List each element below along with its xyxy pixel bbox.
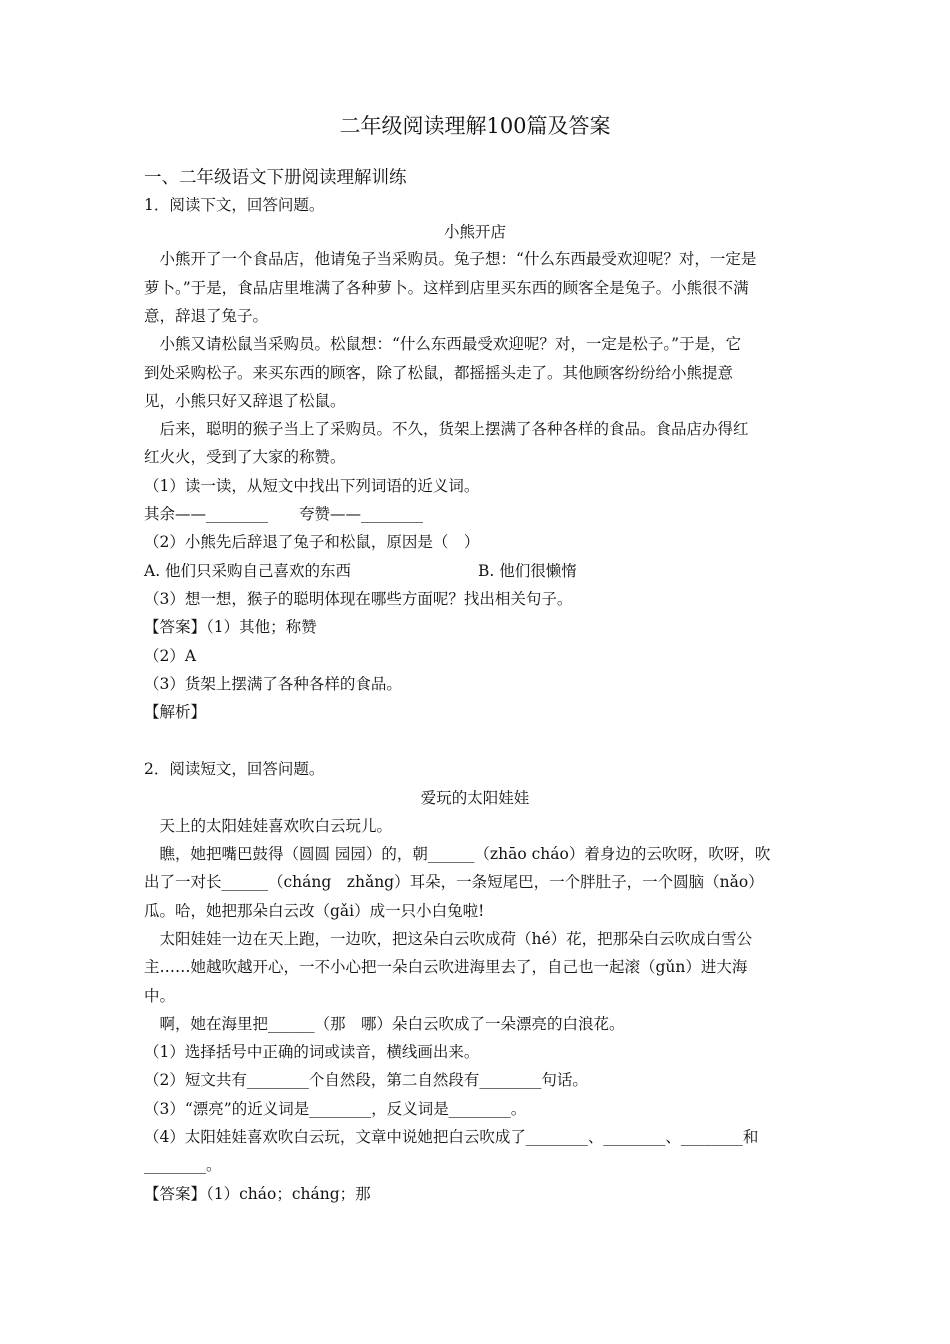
- q2-passage-line: 啊，她在海里把______（那 哪）朵白云吹成了一朵漂亮的白浪花。: [144, 1015, 625, 1033]
- q2-passage-line: 瞧，她把嘴巴鼓得（圆圆 园园）的，朝______（zhāo cháo）着身边的云吹呀，吹呀，吹: [144, 845, 771, 863]
- q1-answer: （3）货架上摆满了各种各样的食品。: [144, 675, 402, 693]
- q1-sub1: （1）读一读，从短文中找出下列词语的近义词。: [144, 477, 480, 495]
- q2-sub2: （2）短文共有________个自然段，第二自然段有________句话。: [144, 1071, 588, 1089]
- q1-passage-line: 红火火，受到了大家的称赞。: [144, 448, 346, 466]
- q2-passage-title: 爱玩的太阳娃娃: [420, 789, 530, 807]
- q1-passage-line: 意，辞退了兔子。: [144, 307, 269, 325]
- q2-sub4-cont: ________。: [144, 1156, 222, 1174]
- q1-passage-line: 小熊开了一个食品店，他请兔子当采购员。兔子想：“什么东西最受欢迎呢？对，一定是: [144, 250, 757, 268]
- q1-passage-line: 萝卜。”于是，食品店里堆满了各种萝卜。这样到店里买东西的顾客全是兔子。小熊很不满: [144, 279, 749, 297]
- q2-sub1: （1）选择括号中正确的词或读音，横线画出来。: [144, 1043, 480, 1061]
- q2-sub4: （4）太阳娃娃喜欢吹白云玩，文章中说她把白云吹成了________、________、________和: [144, 1128, 759, 1146]
- q2-prompt: 2．阅读短文，回答问题。: [144, 760, 325, 778]
- q1-passage-line: 后来，聪明的猴子当上了采购员。不久，货架上摆满了各种各样的食品。食品店办得红: [144, 420, 749, 438]
- q2-passage-line: 天上的太阳娃娃喜欢吹白云玩儿。: [144, 817, 393, 835]
- q2-passage-line: 瓜。哈，她把那朵白云改（gǎi）成一只小白兔啦!: [144, 902, 485, 920]
- q2-passage-line: 主……她越吹越开心，一不小心把一朵白云吹进海里去了，自己也一起滚（gǔn）进大海: [144, 958, 748, 976]
- q1-prompt: 1．阅读下文，回答问题。: [144, 196, 325, 214]
- q1-passage-line: 小熊又请松鼠当采购员。松鼠想：“什么东西最受欢迎呢？对，一定是松子。”于是，它: [144, 335, 742, 353]
- q2-passage-line: 中。: [144, 987, 176, 1005]
- q2-answer: 【答案】（1）cháo；cháng；那: [144, 1185, 371, 1203]
- q1-answer: （2）A: [144, 647, 197, 665]
- q2-sub3: （3）“漂亮”的近义词是________，反义词是________。: [144, 1100, 527, 1118]
- q1-answer: 【答案】（1）其他；称赞: [144, 618, 317, 636]
- section-heading: 一、二年级语文下册阅读理解训练: [144, 168, 407, 188]
- q1-option-a: A. 他们只采购自己喜欢的东西: [144, 562, 352, 580]
- q1-passage-line: 到处采购松子。来买东西的顾客，除了松鼠，都摇摇头走了。其他顾客纷纷给小熊提意: [144, 364, 734, 382]
- document-title: 二年级阅读理解100篇及答案: [339, 114, 611, 138]
- q1-analysis: 【解析】: [144, 703, 207, 721]
- q2-passage-line: 太阳娃娃一边在天上跑，一边吹，把这朵白云吹成荷（hé）花，把那朵白云吹成白雪公: [144, 930, 753, 948]
- q1-sub3: （3）想一想，猴子的聪明体现在哪些方面呢？找出相关句子。: [144, 590, 573, 608]
- q1-option-b: B. 他们很懒惰: [478, 562, 577, 580]
- q1-passage-title: 小熊开店: [443, 223, 506, 241]
- q1-sub2: （2）小熊先后辞退了兔子和松鼠，原因是（ ）: [144, 533, 480, 551]
- q1-sub1-blanks: 其余——________ 夸赞——________: [144, 505, 424, 523]
- q1-passage-line: 见，小熊只好又辞退了松鼠。: [144, 392, 346, 410]
- q2-passage-line: 出了一对长______（cháng zhǎng）耳朵，一条短尾巴，一个胖肚子，一个圆脑（nǎo）: [144, 873, 764, 891]
